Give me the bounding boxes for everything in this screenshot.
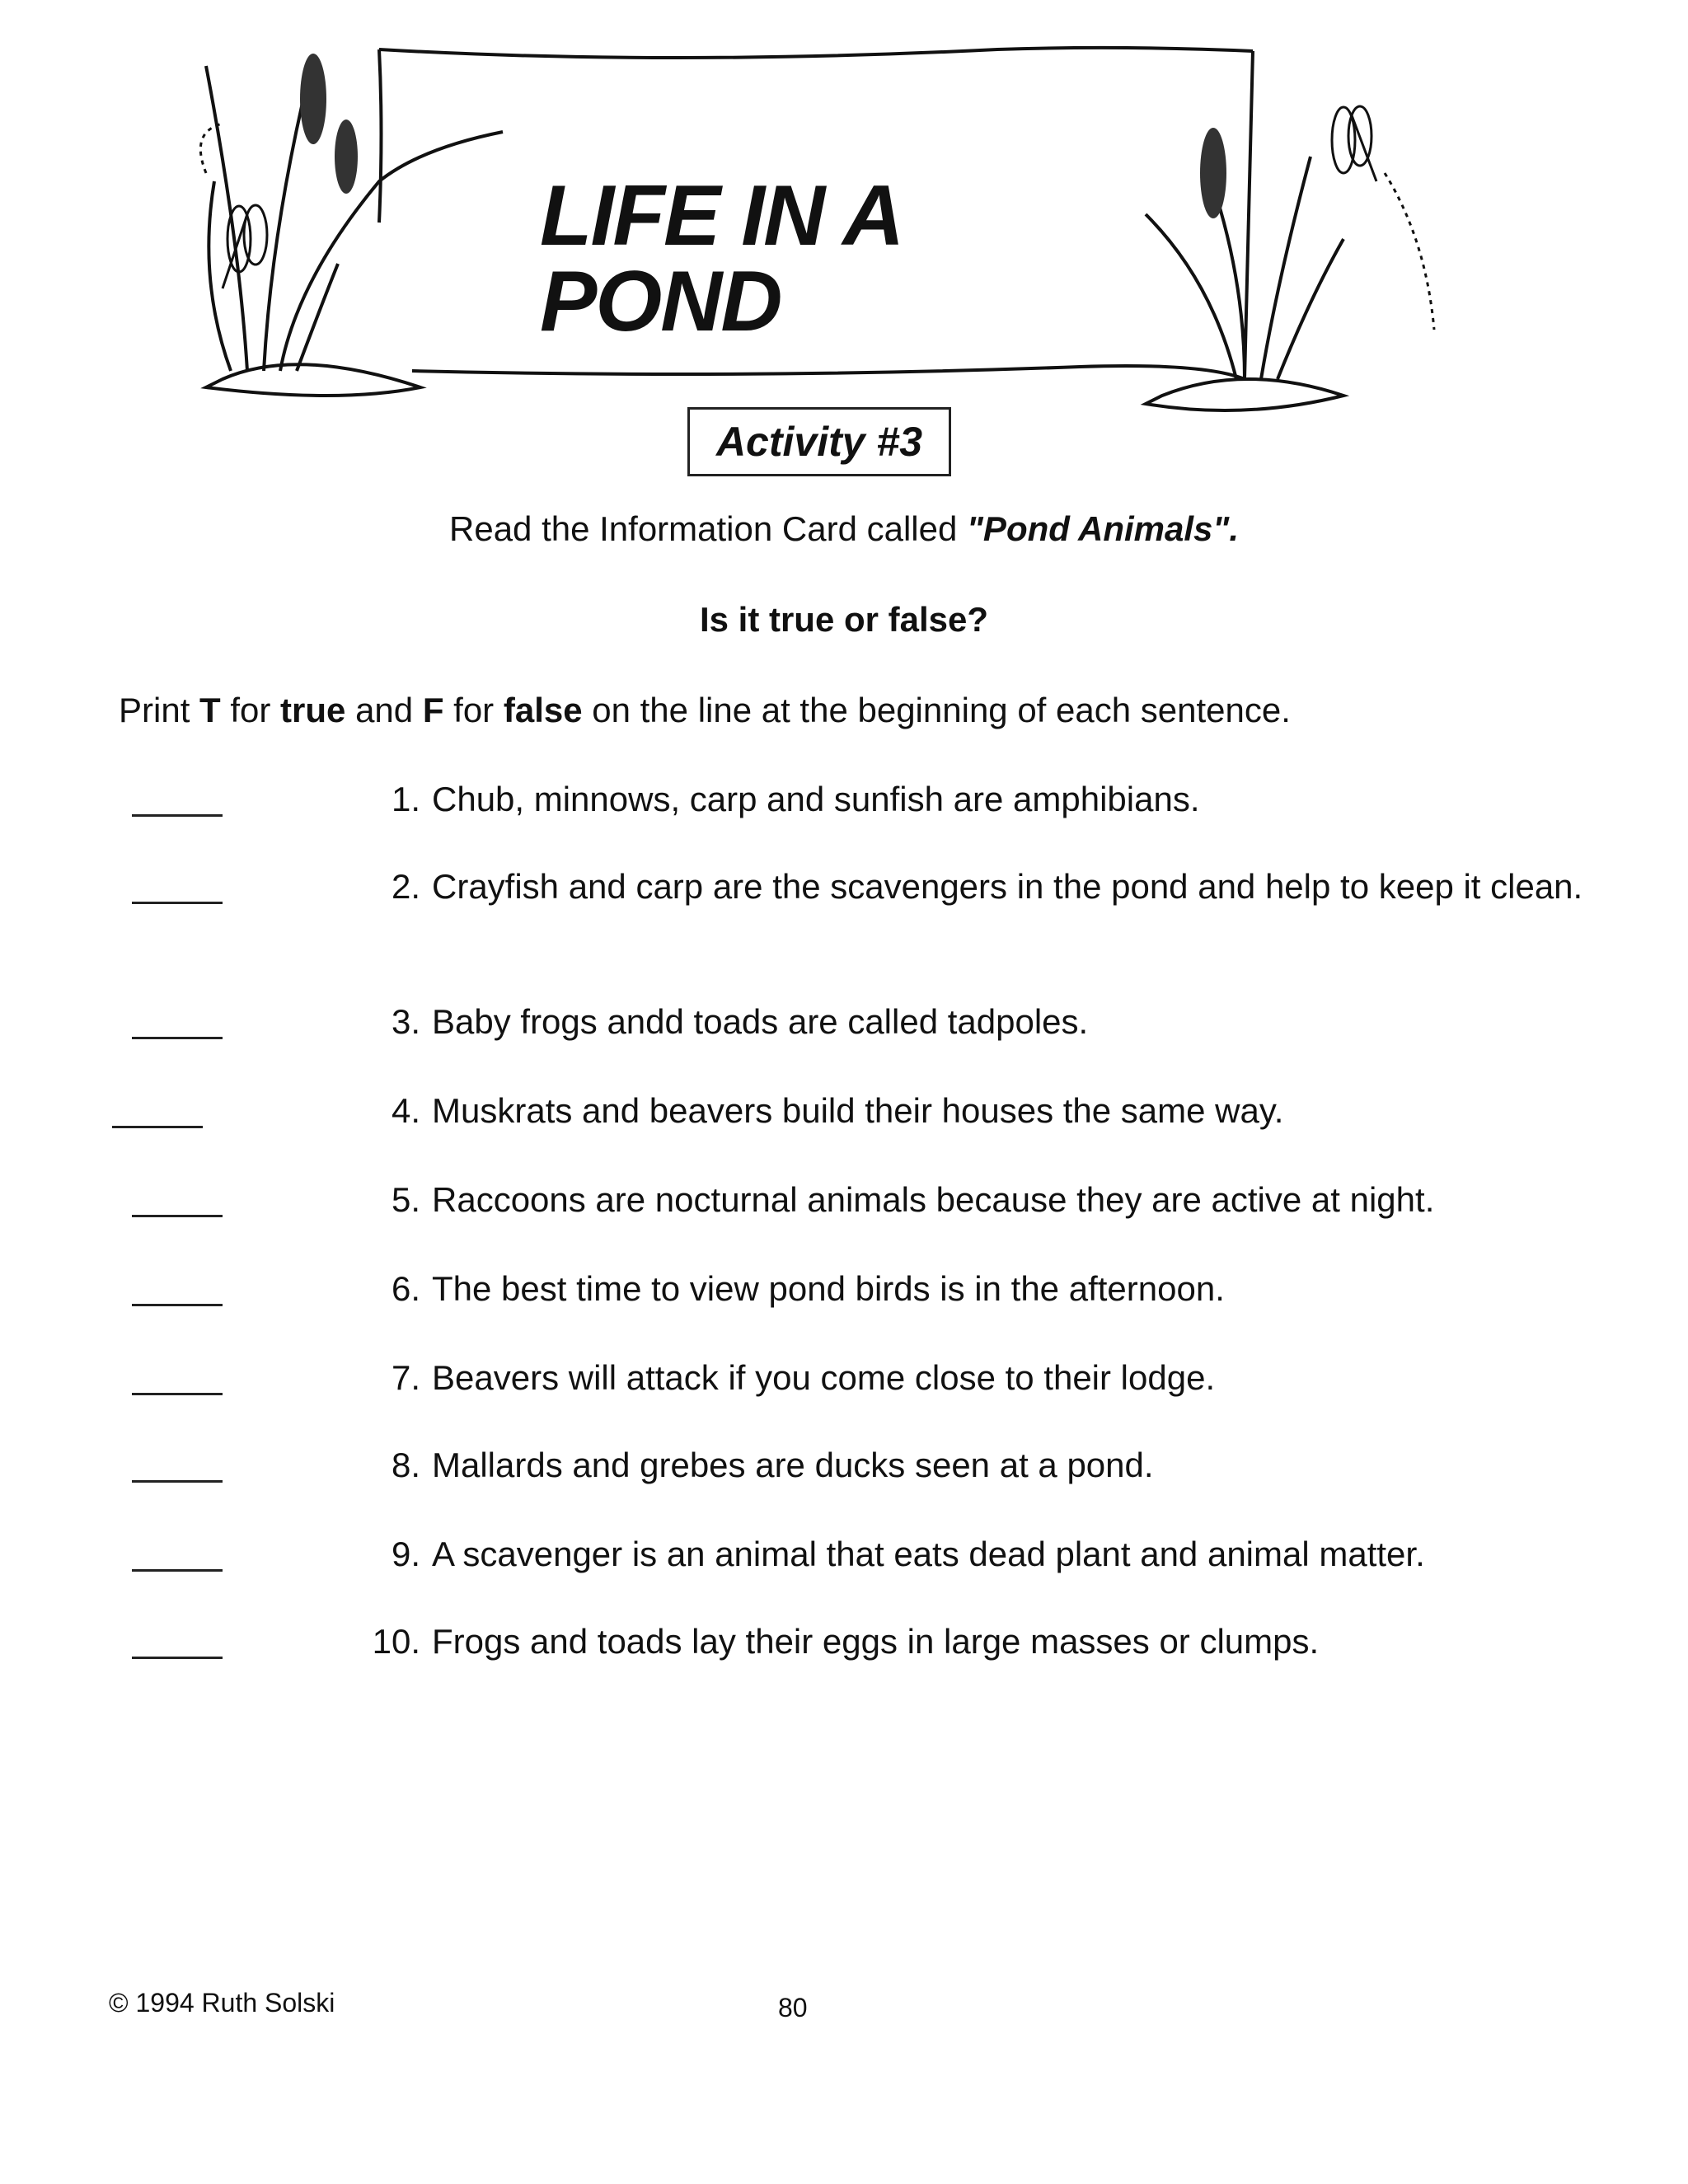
answer-blank-1[interactable] <box>132 814 223 817</box>
question-number: 1. <box>391 780 420 818</box>
question-number: 3. <box>391 1002 420 1041</box>
answer-blank-3[interactable] <box>132 1037 223 1039</box>
print-f: F <box>422 691 444 729</box>
left-cattail-head-2-icon <box>335 120 358 194</box>
question-text: Beavers will attack if you come close to their lodge. <box>432 1358 1216 1397</box>
instruction-question: Is it true or false? <box>699 600 989 639</box>
question-number: 5. <box>391 1180 420 1219</box>
answer-blank-10[interactable] <box>132 1657 223 1659</box>
question-text: Crayfish and carp are the scavengers in the pond and help to keep it clean. <box>432 867 1583 906</box>
answer-blank-9[interactable] <box>132 1569 223 1572</box>
footer-copyright: © 1994 Ruth Solski <box>109 1988 335 2018</box>
answer-blank-6[interactable] <box>132 1304 223 1306</box>
left-cattail-head-icon <box>300 54 326 144</box>
print-true: true <box>280 691 346 729</box>
answer-blank-8[interactable] <box>132 1480 223 1483</box>
question-number: 4. <box>391 1091 420 1130</box>
print-part-5: on the line at the beginning of each sentence. <box>582 691 1291 729</box>
print-part-3: and <box>345 691 423 729</box>
print-part-2: for <box>220 691 281 729</box>
question-number: 8. <box>391 1446 420 1484</box>
instruction-read-card <box>0 509 1688 549</box>
question-number: 2. <box>391 867 420 906</box>
instruction-print <box>119 691 1291 730</box>
question-text: Raccoons are nocturnal animals because they are active at night. <box>432 1180 1435 1219</box>
question-number: 9. <box>391 1535 420 1573</box>
print-part-1: Print <box>119 691 200 729</box>
answer-blank-5[interactable] <box>132 1215 223 1217</box>
question-number: 7. <box>391 1358 420 1397</box>
question-text: The best time to view pond birds is in the afternoon. <box>432 1269 1225 1308</box>
dragonfly-right-icon <box>1332 106 1434 330</box>
footer-page-number: 80 <box>778 1993 808 2022</box>
answer-blank-7[interactable] <box>132 1393 223 1395</box>
print-false: false <box>503 691 583 729</box>
right-cattails-icon <box>1146 157 1343 410</box>
question-number: 6. <box>391 1269 420 1308</box>
question-text: Chub, minnows, carp and sunfish are amphibians. <box>432 780 1200 818</box>
question-text: A scavenger is an animal that eats dead plant and animal matter. <box>432 1535 1425 1573</box>
print-part-4: for <box>443 691 504 729</box>
print-t: T <box>199 691 221 729</box>
activity-label: Activity #3 <box>687 407 951 476</box>
question-text: Baby frogs andd toads are called tadpoles. <box>432 1002 1089 1041</box>
question-text: Frogs and toads lay their eggs in large masses or clumps. <box>432 1622 1320 1661</box>
question-text: Mallards and grebes are ducks seen at a pond. <box>432 1446 1154 1484</box>
banner-title: LIFE IN A POND <box>540 168 900 349</box>
question-number: 10. <box>372 1622 420 1661</box>
right-cattail-head-icon <box>1200 128 1226 218</box>
answer-blank-4[interactable] <box>112 1126 203 1128</box>
instruction-read-prefix: Read the Information Card called <box>449 509 968 548</box>
question-text: Muskrats and beavers build their houses the same way. <box>432 1091 1284 1130</box>
instruction-card-name: "Pond Animals". <box>967 509 1239 548</box>
answer-blank-2[interactable] <box>132 902 223 904</box>
